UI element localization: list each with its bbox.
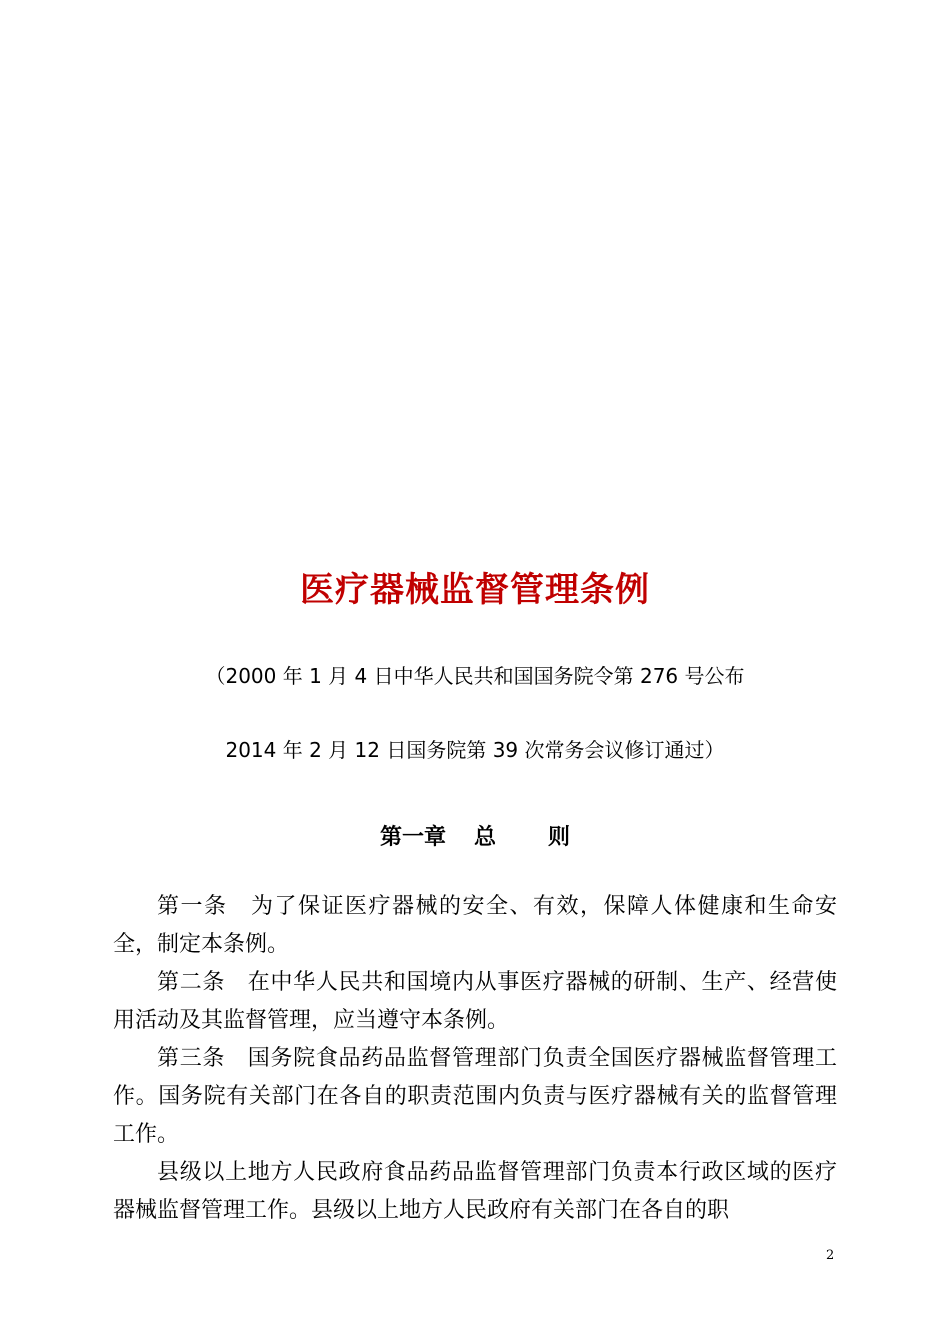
article-text: 国务院食品药品监督管理部门负责全国医疗器械监督管理工作。国务院有关部门在各自的职责范围内负责与医疗器械有关的监督管理工作。 [113, 1046, 837, 1147]
page-number: 2 [826, 1248, 835, 1263]
chapter-title-word-1: 总 [473, 825, 496, 850]
article-2 [113, 964, 837, 1040]
article-1 [113, 888, 837, 964]
chapter-number: 第一章 [379, 825, 446, 850]
chapter-title-word-2: 则 [548, 825, 571, 850]
chapter-heading [0, 820, 950, 851]
subtitle-revision: 2014 年 2 月 12 日国务院第 39 次常务会议修订通过） [225, 738, 725, 762]
article-text: 县级以上地方人民政府食品药品监督管理部门负责本行政区域的医疗器械监督管理工作。县级以上地方人民政府有关部门在各自的职 [113, 1160, 837, 1223]
subtitle-promulgation: （2000 年 1 月 4 日中华人民共和国国务院令第 276 号公布 [205, 664, 745, 688]
body-text [113, 888, 837, 1230]
document-title: 医疗器械监督管理条例 [300, 570, 650, 610]
article-3-paragraph-2 [113, 1154, 837, 1230]
article-3 [113, 1040, 837, 1154]
article-label: 第二条 [157, 970, 226, 995]
article-label: 第一条 [157, 894, 228, 919]
article-text: 在中华人民共和国境内从事医疗器械的研制、生产、经营使用活动及其监督管理，应当遵守本条例。 [113, 970, 837, 1033]
article-label: 第三条 [157, 1046, 226, 1071]
article-text: 为了保证医疗器械的安全、有效，保障人体健康和生命安全，制定本条例。 [113, 894, 837, 957]
